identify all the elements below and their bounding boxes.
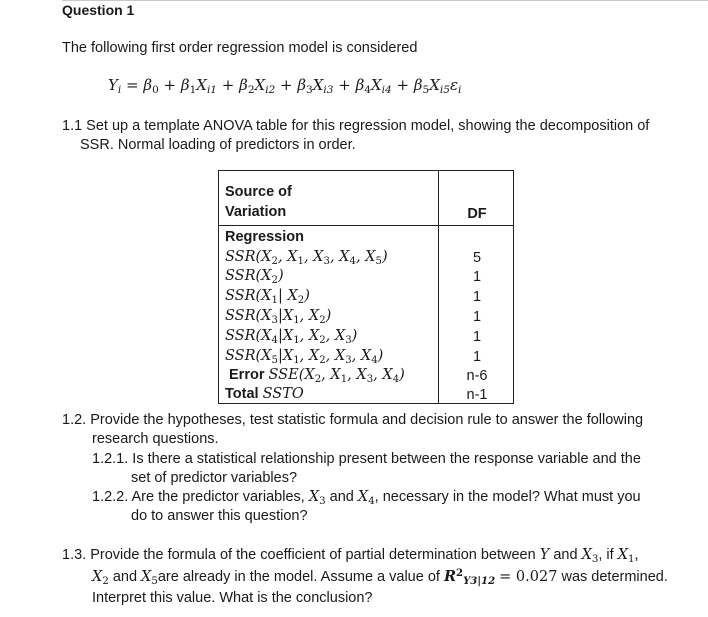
row-regression-label: Regression — [225, 229, 304, 245]
question-title: Question 1 — [62, 2, 135, 18]
q1-1-line1: 1.1 Set up a template ANOVA table for this regression model, showing the decomposition of — [62, 118, 650, 134]
row-ssr-x2: $SSR(X_2)$ — [225, 268, 284, 287]
df-regression: 5 — [472, 250, 482, 266]
header-df: DF — [467, 206, 487, 222]
df-total: n-1 — [466, 387, 488, 403]
q1-3-l2-post: was determined. — [561, 569, 668, 585]
q1-3-l2-and: and — [112, 569, 138, 585]
q1-2-2-line2: do to answer this question? — [131, 508, 308, 524]
df-x2: 1 — [472, 269, 482, 285]
q1-3-line1: 1.3. Provide the formula of the coefficient of partial determination between Y and $X_3$, if $X_1$, — [62, 547, 639, 566]
top-rule — [62, 0, 708, 1]
q1-2-line2: research questions. — [92, 431, 219, 447]
intro-text: The following first order regression model is considered — [62, 40, 418, 56]
row-error: Error $SSE(X_2$, $X_1$, $X_3$, $X_4$) — [229, 367, 405, 386]
q1-3-line3: Interpret this value. What is the conclusion? — [92, 590, 373, 606]
row-ssr-full: $SSR(X_2$, $X_1$, $X_3$, $X_4$, $X_5$) — [225, 249, 388, 268]
q1-2-line1: 1.2. Provide the hypotheses, test statistic formula and decision rule to answer the following — [62, 412, 644, 428]
row-ssr-x5: $SSR(X_5|X_1$, $X_2$, $X_3$, $X_4$) — [225, 348, 384, 367]
q1-3-pre: 1.3. Provide the formula of the coefficient of partial determination between — [62, 547, 536, 563]
q1-3-value: = 0.027 — [499, 569, 558, 585]
df-error: n-6 — [466, 368, 488, 384]
row-ssr-x1: $SSR(X_1|$ $X_2$) — [225, 288, 310, 307]
df-x5: 1 — [472, 349, 482, 365]
q1-3-and: and — [553, 547, 578, 563]
q1-2-1-line1: 1.2.1. Is there a statistical relationship present between the response variable and the — [92, 451, 641, 467]
q1-3-l2-mid: are already in the model. Assume a value of — [157, 569, 440, 585]
row-total: Total SSTO — [225, 386, 304, 402]
q1-2-2-pre: 1.2.2. Are the predictor variables, — [92, 489, 305, 505]
header-divider — [219, 225, 513, 226]
header-source-2: Variation — [225, 204, 287, 220]
row-ssr-x3: $SSR(X_3|X_1$, $X_2$) — [225, 308, 332, 327]
q1-3-line2: $X_2$ and $X_5are$ already in the model. Assume a value of $R^2_{Y3|12} = 0.027$ was determined. — [92, 566, 668, 588]
error-label: Error — [229, 367, 265, 383]
q1-3-if: , if — [598, 547, 614, 563]
total-label: Total — [225, 386, 259, 402]
row-ssr-x4: $SSR(X_4|X_1$, $X_2$, $X_3$) — [225, 328, 358, 347]
df-x3: 1 — [472, 309, 482, 325]
q1-2-1-line2: set of predictor variables? — [131, 470, 298, 486]
anova-table — [218, 170, 514, 404]
df-x1: 1 — [472, 289, 482, 305]
q1-2-2-and: and — [329, 489, 354, 505]
df-x4: 1 — [472, 329, 482, 345]
q1-2-2-line1: 1.2.2. Are the predictor variables, $X_3$ and $X_4$, necessary in the model? What must you — [92, 489, 641, 508]
header-source-1: Source of — [225, 184, 292, 200]
q1-2-2-post: , necessary in the model? What must you — [374, 489, 641, 505]
regression-equation: $Y_i = \beta_0 + \beta_1X_{i1} + \beta_2X_{i2} + \beta_3X_{i3} + \beta_4X_{i4} + \beta_5X_{i5}\varepsilon_i$ — [108, 76, 462, 97]
q1-1-line2: SSR. Normal loading of predictors in order. — [80, 137, 356, 153]
